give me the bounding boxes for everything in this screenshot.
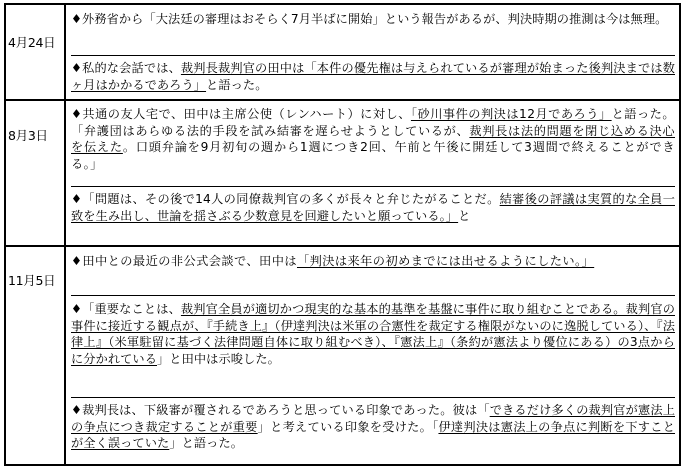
text-segment: ♦共通の友人宅で、田中は主席公使（レンハート）に対し、 — [71, 107, 411, 121]
underlined-text: 「砂川事件の判決は12月であろう」 — [410, 107, 612, 121]
paragraph — [71, 295, 675, 367]
text-segment: 」と田中は示唆した。 — [157, 351, 280, 366]
text-segment: ♦田中との最近の非公式会談で、田中は — [71, 254, 297, 268]
date-cell — [6, 101, 66, 245]
text-segment: 」と語った。 — [169, 436, 244, 450]
text-segment: ♦「問題は、その後で14人の同僚裁判官の多くが長々と弁じたがることだ。 — [71, 192, 500, 206]
underlined-text: 結審後の評議は実質的な全員一致を生み出し、世論を揺さぶる少数意見を回避したいと願っている。」 — [71, 192, 675, 223]
underlined-text: 裁判長は法的問題を閉じ込める決心を伝えた — [71, 123, 675, 154]
text-segment: ♦裁判長は、下級審が覆されるであろうと思っている印象であった。彼は「 — [71, 403, 490, 417]
date-label: 8月3日 — [8, 128, 48, 143]
date-cell — [6, 247, 66, 464]
date-cell — [6, 5, 66, 99]
underlined-text: 裁判長裁判官の田中は「本件の優先権は与えられているが審理が始まった後判決までは数ヶ月はかかるであろう」 — [71, 61, 675, 92]
paragraph — [71, 397, 675, 452]
text-segment: と語った。「弁護団はあらゆる法的手段を試み結審を遅らせようとしているが、 — [71, 107, 675, 138]
table-row — [6, 101, 679, 247]
text-segment: と — [458, 208, 471, 223]
table-row — [6, 5, 679, 101]
timeline-table — [4, 3, 681, 466]
underlined-text: 伊達判決は憲法上の争点に判断を下すことが全く誤っていた — [71, 419, 676, 450]
paragraph — [71, 55, 675, 93]
text-segment: ♦外務省から「大法廷の審理はおそらく7月半ばに開始」という報告があるが、判決時期の推測は今は無理。 — [71, 12, 668, 26]
text-segment: 」と考えている印象を受けた。「 — [257, 419, 439, 434]
text-segment: ♦私的な会話では、 — [71, 61, 181, 75]
entry-cell — [68, 101, 679, 245]
date-label: 11月5日 — [8, 273, 56, 288]
paragraph — [71, 253, 675, 270]
paragraph — [71, 11, 675, 28]
date-label: 4月24日 — [8, 35, 56, 50]
paragraph — [71, 186, 675, 224]
entry-cell — [68, 247, 679, 464]
text-segment: と語った。 — [206, 77, 268, 92]
underlined-text: できるだけ多くの裁判官が憲法上の争点につき裁定することが重要 — [71, 403, 675, 434]
text-segment: ♦「重要なことは、 — [71, 302, 181, 316]
table-row — [6, 247, 679, 464]
paragraph — [71, 106, 675, 172]
text-segment: 。口頭弁論を9月初旬の週から1週につき2回、午前と午後に開廷して3週間で終えることができる。」 — [71, 140, 675, 171]
underlined-text: 裁判官全員が適切かつ現実的な基本的基準を基盤に事件に取り組むことである。裁判官の事件に接近する観点が、『手続き上』（伊達判決は米軍の合憲性を裁定する権限がないのに逸脱している）、『法律上』（米軍駐留に基づく法律問題自体に取り組むべき）、『憲法上』（条約が憲法より優位にある）の3点からに分かれている — [71, 302, 675, 366]
entry-cell — [68, 5, 679, 99]
underlined-text: 「判決は来年の初めまでには出せるようにしたい。」 — [296, 254, 595, 268]
